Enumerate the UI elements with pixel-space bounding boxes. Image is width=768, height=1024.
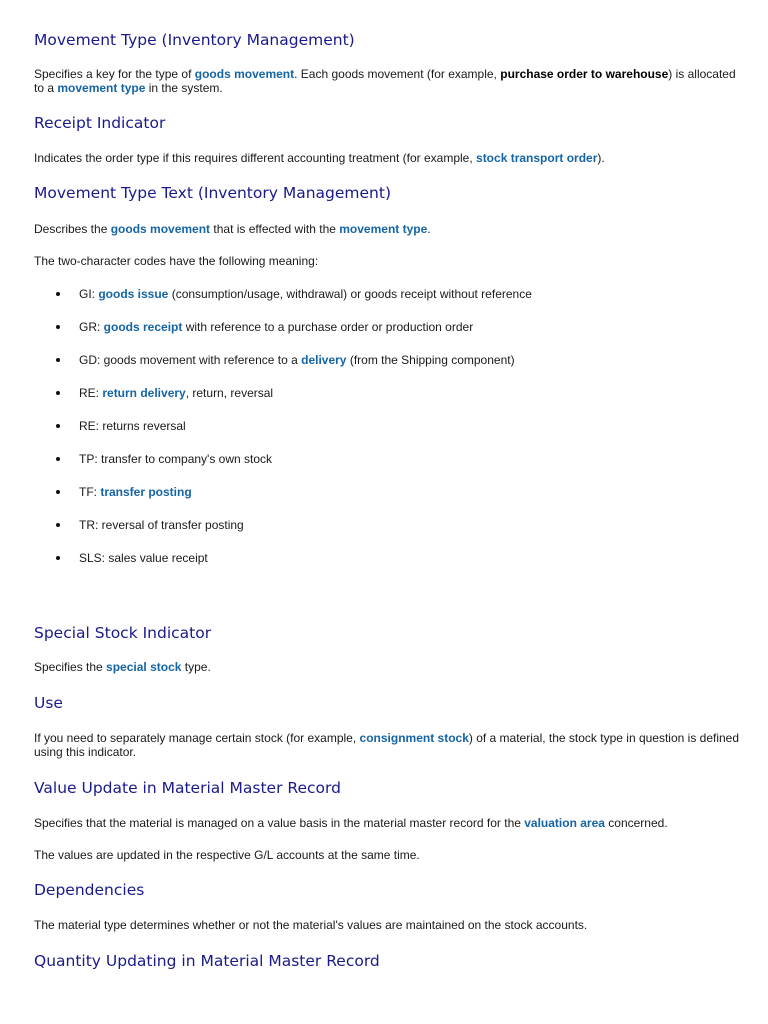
text: , return, reversal [185,386,274,400]
text: ) of a material, the stock type in question is defined using this indicator. [34,731,740,759]
list-item [79,485,192,499]
text: (from the Shipping component) [346,353,515,367]
heading-value-update: Value Update in Material Master Record [34,779,341,797]
paragraph-movement-type [34,67,740,95]
text: TP: transfer to company's own stock [79,452,273,466]
link-goods-receipt[interactable]: goods receipt [103,320,183,334]
link-movement-type[interactable]: movement type [57,81,146,95]
link-valuation-area[interactable]: valuation area [524,816,605,830]
list-item [79,452,272,466]
text: . Each goods movement (for example, [294,67,501,81]
link-consignment-stock[interactable]: consignment stock [359,731,469,745]
bullet-icon [56,556,60,560]
link-movement-type[interactable]: movement type [339,222,428,236]
text: Specifies the [34,660,107,674]
text: TF: [79,485,101,499]
heading-movement-type: Movement Type (Inventory Management) [34,31,355,49]
heading-receipt-indicator: Receipt Indicator [34,114,166,132]
bullet-icon [56,457,60,461]
bullet-icon [56,358,60,362]
text: Specifies that the material is managed on a value basis in the material master record for the [34,816,525,830]
list-item [79,518,244,532]
text: with reference to a purchase order or production order [182,320,474,334]
text: (consumption/usage, withdrawal) or goods receipt without reference [168,287,532,301]
paragraph-codes-intro: The two-character codes have the following meaning: [34,254,319,268]
text: concerned. [604,816,668,830]
paragraph-special-stock [34,660,740,674]
link-goods-movement[interactable]: goods movement [194,67,295,81]
paragraph-movement-type-text [34,222,740,236]
link-goods-issue[interactable]: goods issue [98,287,169,301]
bold-purchase-order-to-warehouse: purchase order to warehouse [500,67,669,81]
link-goods-movement[interactable]: goods movement [110,222,211,236]
list-item [79,287,532,301]
bullet-icon [56,523,60,527]
link-special-stock[interactable]: special stock [106,660,182,674]
text: TR: reversal of transfer posting [79,518,244,532]
paragraph-value-update [34,816,740,830]
list-item [79,551,208,565]
bullet-icon [56,292,60,296]
text: in the system. [145,81,223,95]
text: RE: [79,386,103,400]
text: If you need to separately manage certain stock (for example, [34,731,360,745]
text: RE: returns reversal [79,419,186,433]
link-stock-transport-order[interactable]: stock transport order [476,151,598,165]
bullet-icon [56,490,60,494]
link-return-delivery[interactable]: return delivery [102,386,186,400]
heading-special-stock-indicator: Special Stock Indicator [34,624,212,642]
text: Indicates the order type if this requires different accounting treatment (for example, [34,151,477,165]
text: type. [181,660,211,674]
heading-movement-type-text: Movement Type Text (Inventory Management) [34,184,391,202]
heading-quantity-updating: Quantity Updating in Material Master Record [34,952,380,970]
list-item [79,386,273,400]
text: Describes the [34,222,111,236]
bullet-icon [56,391,60,395]
text: . [427,222,431,236]
list-item [79,419,186,433]
list-item [79,320,473,334]
link-delivery[interactable]: delivery [301,353,347,367]
bullet-icon [56,424,60,428]
paragraph-dependencies: The material type determines whether or not the material's values are maintained on the stock accounts. [34,918,588,932]
text: GI: [79,287,99,301]
list-item [79,353,515,367]
paragraph-receipt-indicator [34,151,740,165]
text: GR: [79,320,104,334]
text: ). [597,151,605,165]
heading-use: Use [34,694,63,712]
text: Specifies a key for the type of [34,67,195,81]
text: GD: goods movement with reference to a [79,353,302,367]
text: that is effected with the [210,222,340,236]
text: SLS: sales value receipt [79,551,208,565]
text: ) is allocated to a [34,67,736,95]
paragraph-value-update-2: The values are updated in the respective G/L accounts at the same time. [34,848,420,862]
bullet-icon [56,325,60,329]
paragraph-use [34,731,740,759]
heading-dependencies: Dependencies [34,881,145,899]
link-transfer-posting[interactable]: transfer posting [100,485,192,499]
